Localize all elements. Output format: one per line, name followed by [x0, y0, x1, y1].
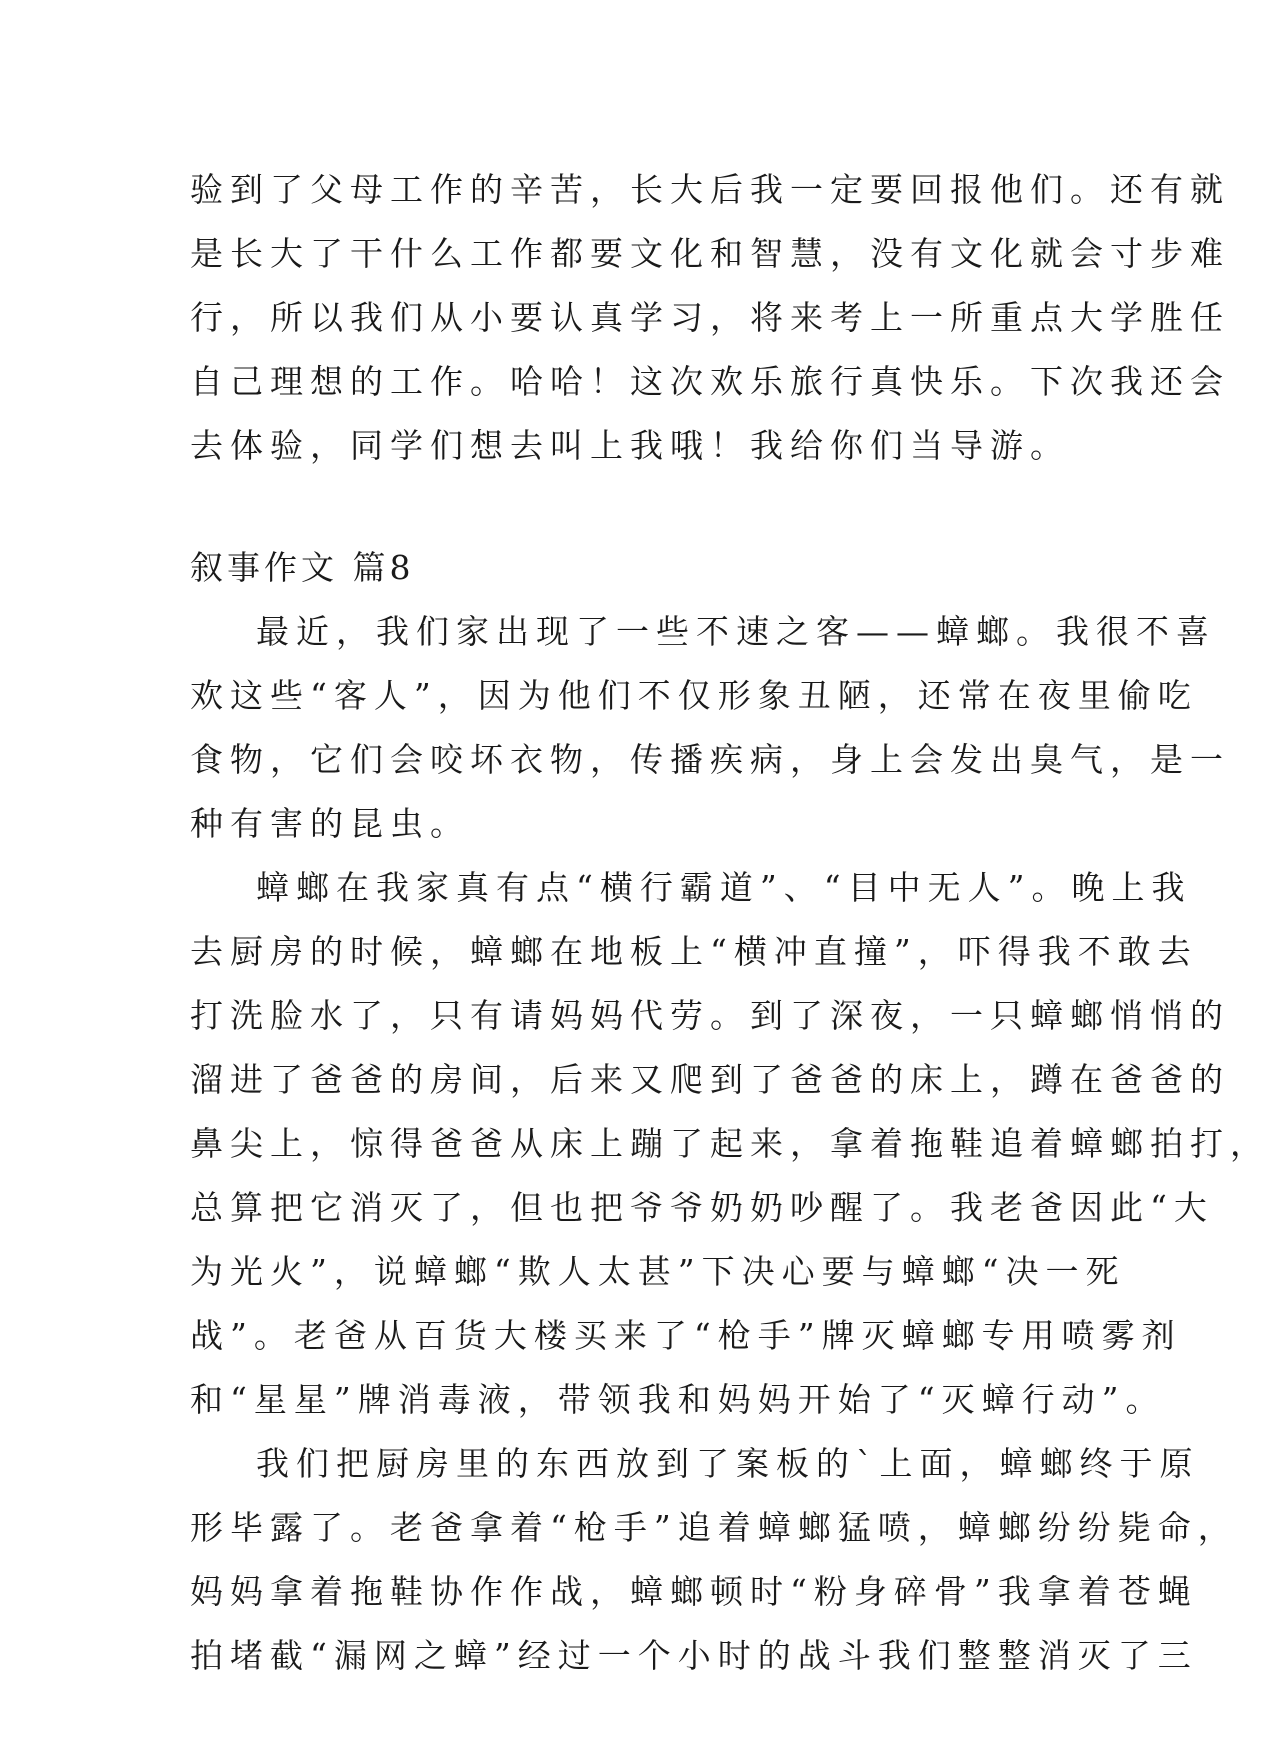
text-line: 自己理想的工作。哈哈！这次欢乐旅行真快乐。下次我还会: [190, 362, 1230, 401]
text-line: 为光火”，说蟑螂“欺人太甚”下决心要与蟑螂“决一死: [190, 1252, 1126, 1291]
text-line: 战”。老爸从百货大楼买来了“枪手”牌灭蟑螂专用喷雾剂: [190, 1316, 1182, 1355]
text-line: 去体验，同学们想去叫上我哦！我给你们当导游。: [190, 426, 1070, 465]
text-line: 总算把它消灭了，但也把爷爷奶奶吵醒了。我老爸因此“大: [190, 1188, 1214, 1227]
text-line: 和“星星”牌消毒液，带领我和妈妈开始了“灭蟑行动”。: [190, 1380, 1166, 1419]
text-line: 拍堵截“漏网之蟑”经过一个小时的战斗我们整整消灭了三: [190, 1636, 1198, 1675]
text-line: 欢这些“客人”，因为他们不仅形象丑陋，还常在夜里偷吃: [190, 676, 1198, 715]
text-line: 验到了父母工作的辛苦，长大后我一定要回报他们。还有就: [190, 170, 1230, 209]
paragraph-1: [190, 600, 1230, 856]
paragraph-3: [190, 1432, 1238, 1688]
text-line: 形毕露了。老爸拿着“枪手”追着蟑螂猛喷，蟑螂纷纷毙命，: [190, 1508, 1238, 1547]
text-line: 鼻尖上，惊得爸爸从床上蹦了起来，拿着拖鞋追着蟑螂拍打，: [190, 1124, 1270, 1163]
text-line: 是长大了干什么工作都要文化和智慧，没有文化就会寸步难: [190, 234, 1230, 273]
text-line: 行，所以我们从小要认真学习，将来考上一所重点大学胜任: [190, 298, 1230, 337]
text-line: 食物，它们会咬坏衣物，传播疾病，身上会发出臭气，是一: [190, 740, 1230, 779]
text-line: 溜进了爸爸的房间，后来又爬到了爸爸的床上，蹲在爸爸的: [190, 1060, 1230, 1099]
document-page: [190, 158, 1270, 1688]
text-line: 我们把厨房里的东西放到了案板的`上面，蟑螂终于原: [256, 1444, 1200, 1483]
text-line: 打洗脸水了，只有请妈妈代劳。到了深夜，一只蟑螂悄悄的: [190, 996, 1230, 1035]
text-line: 种有害的昆虫。: [190, 804, 470, 843]
paragraph-2: [190, 856, 1270, 1432]
paragraph-continued: [190, 158, 1230, 478]
text-line: 蟑螂在我家真有点“横行霸道”、“目中无人”。晚上我: [256, 868, 1192, 907]
text-line: 去厨房的时候，蟑螂在地板上“横冲直撞”，吓得我不敢去: [190, 932, 1198, 971]
text-line: 最近，我们家出现了一些不速之客——蟑螂。我很不喜: [256, 612, 1216, 651]
section-heading: 叙事作文 篇8: [190, 548, 415, 587]
text-line: 妈妈拿着拖鞋协作作战，蟑螂顿时“粉身碎骨”我拿着苍蝇: [190, 1572, 1198, 1611]
